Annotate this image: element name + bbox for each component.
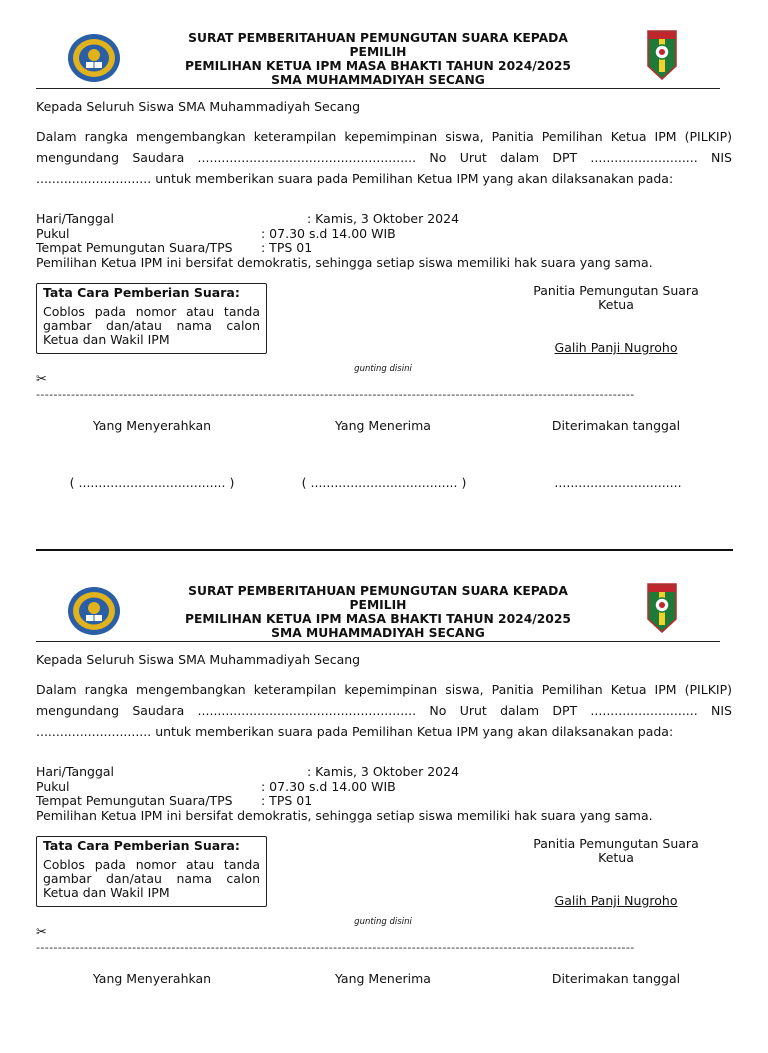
date-label: Hari/Tanggal xyxy=(36,764,115,779)
page-divider xyxy=(36,549,733,551)
place-label: Tempat Pemungutan Suara/TPS xyxy=(36,793,233,808)
ipm-logo-icon xyxy=(647,583,677,633)
instructions-title: Tata Cara Pemberian Suara: xyxy=(43,838,240,853)
committee-role: Ketua xyxy=(598,297,634,312)
time-row xyxy=(36,779,396,794)
place-value: : TPS 01 xyxy=(261,793,313,808)
letter-2 xyxy=(0,553,768,1053)
committee-name: Panitia Pemungutan Suara xyxy=(533,283,699,298)
header-election-line: PEMILIHAN KETUA IPM MASA BHAKTI TAHUN 2024/2025 xyxy=(185,612,571,626)
place-label: Tempat Pemungutan Suara/TPS xyxy=(36,240,233,255)
giver-signature-line: ( ..................................... ) xyxy=(69,475,235,490)
scissors-icon: ✂ xyxy=(36,925,47,940)
letter-header xyxy=(150,31,606,87)
receiver-label: Yang Menerima xyxy=(335,971,431,986)
date-value: : Kamis, 3 Oktober 2024 xyxy=(307,211,460,226)
time-label: Pukul xyxy=(36,779,70,794)
date-value: : Kamis, 3 Oktober 2024 xyxy=(307,764,460,779)
cut-line: ----------------------------------------------------------------------------------------------------------------------------------------- xyxy=(36,941,635,954)
giver-label: Yang Menyerahkan xyxy=(92,971,212,986)
place-row xyxy=(36,240,313,255)
signer-name: Galih Panji Nugroho xyxy=(554,340,678,355)
instructions-text: Coblos pada nomor atau tanda gambar dan/atau nama calon Ketua dan Wakil IPM xyxy=(43,304,260,347)
date-row xyxy=(36,764,460,779)
closing-statement: Pemilihan Ketua IPM ini bersifat demokratis, sehingga setiap siswa memiliki hak suara yang sama. xyxy=(36,808,653,823)
committee-name: Panitia Pemungutan Suara xyxy=(533,836,699,851)
letter-1 xyxy=(0,0,768,500)
ipm-logo-icon xyxy=(647,30,677,80)
date-label: Hari/Tanggal xyxy=(36,211,115,226)
date-row xyxy=(36,211,460,226)
date-received-label: Diterimakan tanggal xyxy=(551,418,681,433)
header-title-line-1: SURAT PEMBERITAHUAN PEMUNGUTAN SUARA KEPADA xyxy=(188,31,568,45)
closing-statement: Pemilihan Ketua IPM ini bersifat demokratis, sehingga setiap siswa memiliki hak suara yang sama. xyxy=(36,255,653,270)
place-value: : TPS 01 xyxy=(261,240,313,255)
header-title-line-2: PEMILIH xyxy=(349,45,407,59)
cut-here-note: gunting disini xyxy=(354,917,412,927)
header-title-line-2: PEMILIH xyxy=(349,598,407,612)
time-value: : 07.30 s.d 14.00 WIB xyxy=(261,226,396,241)
signer-name: Galih Panji Nugroho xyxy=(554,893,678,908)
date-received-label: Diterimakan tanggal xyxy=(551,971,681,986)
instructions-text: Coblos pada nomor atau tanda gambar dan/atau nama calon Ketua dan Wakil IPM xyxy=(43,857,260,900)
header-school-line: SMA MUHAMMADIYAH SECANG xyxy=(271,73,485,87)
salutation: Kepada Seluruh Siswa SMA Muhammadiyah Secang xyxy=(36,99,361,114)
giver-label: Yang Menyerahkan xyxy=(92,418,212,433)
receiver-label: Yang Menerima xyxy=(335,418,431,433)
invitation-paragraph: Dalam rangka mengembangkan keterampilan kepemimpinan siswa, Panitia Pemilihan Ketua IPM (PILKIP) mengundang Saudara ....................................................... No Urut dalam DPT ........................... NIS ............................. untuk memberikan suara pada Pemilihan Ketua IPM yang akan dilaksanakan pada: xyxy=(36,682,732,739)
instructions-title: Tata Cara Pemberian Suara: xyxy=(43,285,240,300)
letter-header xyxy=(150,584,606,640)
voting-instructions-box xyxy=(36,283,267,354)
header-school-line: SMA MUHAMMADIYAH SECANG xyxy=(271,626,485,640)
date-received-line: ................................ xyxy=(554,475,682,490)
place-row xyxy=(36,793,313,808)
header-election-line: PEMILIHAN KETUA IPM MASA BHAKTI TAHUN 2024/2025 xyxy=(185,59,571,73)
receiver-signature-line: ( ..................................... ) xyxy=(301,475,467,490)
header-divider xyxy=(36,641,720,642)
voting-instructions-box xyxy=(36,836,267,907)
header-divider xyxy=(36,88,720,89)
school-logo-icon xyxy=(67,586,121,636)
time-row xyxy=(36,226,396,241)
cut-here-note: gunting disini xyxy=(354,364,412,374)
school-logo-icon xyxy=(67,33,121,83)
scissors-icon: ✂ xyxy=(36,372,47,387)
committee-block xyxy=(510,837,722,865)
cut-line: ----------------------------------------------------------------------------------------------------------------------------------------- xyxy=(36,388,635,401)
header-title-line-1: SURAT PEMBERITAHUAN PEMUNGUTAN SUARA KEPADA xyxy=(188,584,568,598)
salutation: Kepada Seluruh Siswa SMA Muhammadiyah Secang xyxy=(36,652,361,667)
committee-role: Ketua xyxy=(598,850,634,865)
committee-block xyxy=(510,284,722,312)
time-value: : 07.30 s.d 14.00 WIB xyxy=(261,779,396,794)
invitation-paragraph: Dalam rangka mengembangkan keterampilan kepemimpinan siswa, Panitia Pemilihan Ketua IPM (PILKIP) mengundang Saudara ....................................................... No Urut dalam DPT ........................... NIS ............................. untuk memberikan suara pada Pemilihan Ketua IPM yang akan dilaksanakan pada: xyxy=(36,129,732,186)
time-label: Pukul xyxy=(36,226,70,241)
